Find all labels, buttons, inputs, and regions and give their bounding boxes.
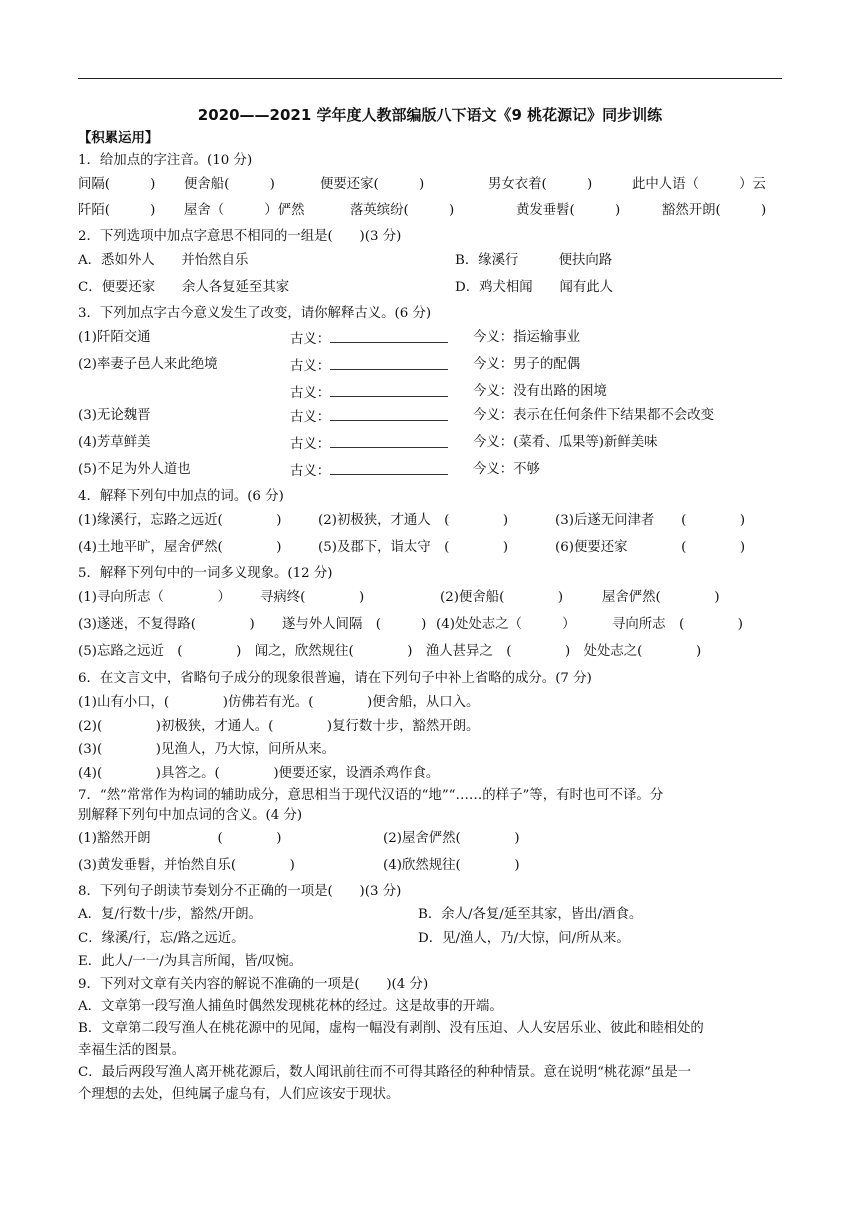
q3-item: (1)阡陌交通 [78, 330, 151, 345]
q5-item: 屋舍俨然( ) [602, 590, 720, 605]
q1-item: 男女衣着( ) [488, 177, 593, 192]
q3-gu-label: 古义： [290, 384, 448, 402]
q2-option-a: A．悉如外人 并怡然自乐 [78, 253, 249, 268]
q3-jin: 今义：没有出路的困境 [473, 384, 607, 399]
q4-item: (2)初极狭，才通人 ( ) [318, 513, 509, 528]
q3-gu-label: 古义： [290, 435, 448, 453]
q4-item: (3)后遂无问津者 ( ) [555, 513, 746, 528]
q5-item: 遂与外人间隔 ( ) [282, 617, 427, 632]
q2-option-b: B．缘溪行 便扶向路 [455, 253, 613, 268]
q6-item: (4)( )具答之。( )便要还家，设酒杀鸡作食。 [78, 766, 440, 781]
q2-option-d: D．鸡犬相闻 闻有此人 [455, 280, 614, 295]
q3-item: (2)率妻子邑人来此绝境 [78, 357, 218, 372]
q8-option-b: B．余人/各复/延至其家，皆出/酒食。 [418, 907, 643, 922]
q3-jin: 今义：(菜肴、瓜果等)新鲜美味 [473, 435, 658, 450]
q9-option-b-cont: 幸福生活的图景。 [78, 1043, 186, 1058]
q7-stem: 7．“然”常常作为构词的辅助成分，意思相当于现代汉语的“地”“……的样子”等，有时也可不译。分 [78, 788, 664, 803]
q7-stem-cont: 别解释下列句中加点词的含义。(4 分) [78, 808, 303, 823]
q1-item: 便舍船( ) [184, 177, 275, 192]
q4-item: (1)缘溪行，忘路之远近( ) [78, 513, 282, 528]
q5-item: (1)寻向所志（ ） [78, 590, 231, 605]
q3-gu-label: 古义： [290, 462, 448, 480]
q4-stem: 4．解释下列句中加点的词。(6 分) [78, 489, 284, 504]
q7-item: (2)屋舍俨然( ) [383, 831, 520, 846]
q3-jin: 今义：指运输事业 [473, 330, 581, 345]
q3-stem: 3．下列加点字古今意义发生了改变，请你解释古义。(6 分) [78, 306, 432, 321]
q3-gu-label: 古义： [290, 330, 448, 348]
header-rule [78, 78, 782, 79]
q5-item: 寻向所志 ( ) [612, 617, 743, 632]
q3-gu-label: 古义： [290, 408, 448, 426]
q1-item: 豁然开朗( ) [662, 203, 767, 218]
q5-stem: 5．解释下列句中的一词多义现象。(12 分) [78, 566, 333, 581]
q3-item: (4)芳草鲜美 [78, 435, 151, 450]
q9-option-c-cont: 个理想的去处，但纯属子虚乌有，人们应该安于现状。 [78, 1087, 400, 1102]
q1-item: 阡陌( ) [78, 203, 156, 218]
q5-item: (2)便舍船( ) [440, 590, 564, 605]
document-title: 2020——2021 学年度人教部编版八下语文《9 桃花源记》同步训练 [197, 106, 663, 124]
q5-item: 寻病终( ) [260, 590, 365, 605]
q3-gu-label: 古义： [290, 357, 448, 375]
q1-item: 落英缤纷( ) [350, 203, 455, 218]
q6-stem: 6．在文言文中，省略句子成分的现象很普遍，请在下列句子中补上省略的成分。(7 分) [78, 671, 592, 686]
q7-item: (3)黄发垂髫，并怡然自乐( ) [78, 858, 295, 873]
q3-jin: 今义：不够 [473, 462, 540, 477]
q1-item: 黄发垂髫( ) [516, 203, 621, 218]
q1-stem: 1．给加点的字注音。(10 分) [78, 153, 253, 168]
q6-item: (3)( )见渔人，乃大惊，问所从来。 [78, 742, 336, 757]
q7-item: (4)欣然规往( ) [383, 858, 520, 873]
q8-option-c: C．缘溪/行，忘/路之远近。 [78, 931, 245, 946]
q2-stem: 2．下列选项中加点字意思不相同的一组是( )(3 分) [78, 229, 402, 244]
q1-item: 便要还家( ) [320, 177, 425, 192]
q4-item: (5)及郡下，诣太守 ( ) [318, 540, 509, 555]
q8-option-d: D．见/渔人，乃/大惊，问/所从来。 [418, 931, 630, 946]
section-heading: 【积累运用】 [78, 131, 159, 146]
q1-item: 屋舍（ ）俨然 [184, 203, 305, 218]
q4-item: (6)便要还家 ( ) [555, 540, 746, 555]
q1-item: 间隔( ) [78, 177, 156, 192]
q5-item-row: (5)忘路之远近 ( ) 闻之，欣然规往( ) 渔人甚异之 ( ) 处处志之( ) [78, 644, 702, 659]
q5-item: (3)遂迷，不复得路( ) [78, 617, 255, 632]
q4-item: (4)土地平旷，屋舍俨然( ) [78, 540, 282, 555]
q3-item: (3)无论魏晋 [78, 408, 151, 423]
q3-item: (5)不足为外人道也 [78, 462, 191, 477]
q6-item: (1)山有小口，( )仿佛若有光。( )便舍船，从口入。 [78, 695, 480, 710]
q2-option-c: C．便要还家 余人各复延至其家 [78, 280, 290, 295]
q8-option-a: A．复/行数十/步，豁然/开朗。 [78, 907, 262, 922]
q1-item: 此中人语（ ）云 [632, 177, 766, 192]
q3-jin: 今义：表示在任何条件下结果都不会改变 [473, 408, 715, 423]
q9-option-a: A．文章第一段写渔人捕鱼时偶然发现桃花林的经过。这是故事的开端。 [78, 999, 503, 1014]
q5-item: (4)处处志之（ ） [436, 617, 576, 632]
q9-option-c: C．最后两段写渔人离开桃花源后，数人闻讯前往而不可得其路径的种种情景。意在说明“桃花源”虽是一 [78, 1065, 692, 1080]
q6-item: (2)( )初极狭，才通人。( )复行数十步，豁然开朗。 [78, 719, 480, 734]
q9-stem: 9．下列对文章有关内容的解说不准确的一项是( )(4 分) [78, 977, 429, 992]
q8-option-e: E．此人/一一/为具言所闻，皆/叹惋。 [78, 954, 303, 969]
q7-item: (1)豁然开朗 ( ) [78, 831, 282, 846]
q9-option-b: B．文章第二段写渔人在桃花源中的见闻，虚构一幅没有剥削、没有压迫、人人安居乐业、彼此和睦相处的 [78, 1021, 704, 1036]
q8-stem: 8．下列句子朗读节奏划分不正确的一项是( )(3 分) [78, 884, 402, 899]
q3-jin: 今义：男子的配偶 [473, 357, 581, 372]
